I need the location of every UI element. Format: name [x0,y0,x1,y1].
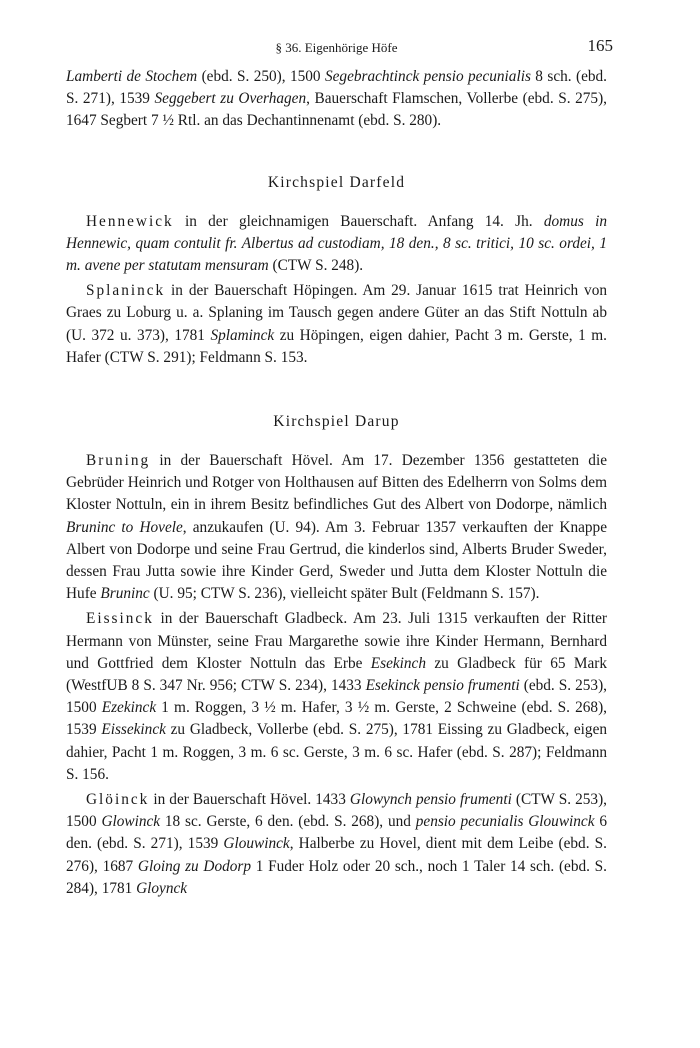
continued-paragraph [66,66,607,133]
plain-text: (CTW S. 248). [268,257,364,275]
plain-text: in der Bauerschaft Hövel. 1433 [149,791,350,809]
italic-citation: Glowinck [101,813,161,831]
italic-citation: Glowynch pensio frumenti [349,791,512,809]
italic-citation: pensio pecunialis Glouwinck [415,813,595,831]
italic-citation: Gloynck [136,879,188,897]
entry-name: Eissinck [86,610,154,628]
plain-text: in der Bauerschaft Hövel. Am 17. Dezember 1356 gestatteten die Gebrüder Heinrich und Rotger von Holthausen auf Bitten des Edelherrn von Solms dem Kloster Nottuln, ein in ihrem Besitz befindliches Gut des Albert von Dodorpe, nämlich [66,452,607,514]
section-heading-darfeld: Kirchspiel Darfeld [267,173,406,191]
italic-citation: Esekinck pensio frumenti [365,677,520,695]
plain-text: (CTW S. 253), 1500 [66,791,607,831]
entry-gloinck [66,789,607,900]
plain-text: , Bauerschaft Flamschen, Vollerbe (ebd. S. 275), 1647 Segbert 7 ½ Rtl. an das Dechantinnenamt (ebd. S. 280). [66,90,608,130]
section-heading-darup: Kirchspiel Darup [273,413,400,431]
italic-citation: Gloing zu Dodorp [137,857,252,875]
plain-text: 8 sch. (ebd. S. 271), 1539 [66,68,607,108]
italic-citation: domus in Hennewic, quam contulit fr. Albertus ad custodiam, 18 den., 8 sc. tritici, 10 sc. ordei, 1 m. avene per statutam mensuram [66,212,608,275]
plain-text: (ebd. S. 250), 1500 [197,68,325,85]
entry-name: Bruning [86,452,151,470]
italic-citation: Seggebert zu Overhagen [154,90,307,108]
plain-text: zu Höpingen, eigen dahier, Pacht 3 m. Gerste, 1 m. Hafer (CTW S. 291); Feldmann S. 153. [66,326,607,366]
plain-text: zu Gladbeck, Vollerbe (ebd. S. 275), 1781 Eissing zu Gladbeck, eigen dahier, Pacht 1 m. Roggen, 3 m. 6 sc. Gerste, 3 m. 6 sc. Hafer (ebd. S. 287); Feldmann S. 156. [66,721,608,783]
running-head [66,36,613,60]
page-number: 165 [587,36,613,55]
entry-eissinck [66,608,607,786]
italic-citation: Splaminck [210,326,275,344]
plain-text: 18 sc. Gerste, 6 den. (ebd. S. 268), und [160,813,416,831]
italic-citation: Lamberti de Stochem [66,68,198,85]
entry-hennewick [66,211,607,278]
entry-bruning [66,450,607,605]
plain-text: 1 Fuder Holz oder 20 sch., noch 1 Taler 14 sch. (ebd. S. 284), 1781 [66,857,608,897]
plain-text: (ebd. S. 253), 1500 [66,677,607,717]
text-segment [160,813,594,830]
entry-name: Hennewick [86,212,174,230]
text-segment [197,68,531,85]
italic-citation: Bruninc [100,585,150,603]
plain-text: 6 den. (ebd. S. 271), 1539 [66,813,607,853]
plain-text: , Halberbe zu Hovel, dient mit dem Leibe (ebd. S. 276), 1687 [66,835,607,875]
book-page [66,36,613,900]
italic-citation: Segebrachtinck pensio pecunialis [324,68,531,85]
plain-text: in der Bauerschaft Gladbeck. Am 23. Juli 1315 verkauften der Ritter Hermann von Münster, seine Frau Margarethe sowie ihre Kinder Hermann, Bernhard und Gottfried dem Kloster Nottuln das Erbe [66,610,607,672]
italic-citation: Ezekinck [101,699,157,717]
italic-citation: Bruninc to Hovele [66,518,183,536]
text-segment [66,68,197,85]
plain-text: , anzukaufen (U. 94). Am 3. Februar 1357 verkauften der Knappe Albert von Dodorpe und seine Frau Gertrud, die kinderlos sind, Alberts Bruder Sweder, dessen Frau Jutta sowie ihre Kinder Gerd, Sweder und Jutta dem Kloster Nottuln die Hufe [66,518,607,603]
italic-citation: Esekinch [370,654,426,672]
entry-splaninck [66,280,607,369]
entry-name: Glöinck [86,791,150,809]
plain-text: in der gleichnamigen Bauerschaft. Anfang 14. Jh. [173,212,544,230]
plain-text: (U. 95; CTW S. 236), vielleicht später Bult (Feldmann S. 157). [149,585,540,603]
italic-citation: Glouwinck [223,835,290,853]
text-segment [150,585,540,602]
text-segment [269,257,363,274]
italic-citation: Eissekinck [101,721,166,739]
running-title: § 36. Eigenhörige Höfe [275,40,398,55]
plain-text: in der Bauerschaft Höpingen. Am 29. Januar 1615 trat Heinrich von Graes zu Loburg u. a. Splaning im Tausch gegen andere Güter an das Stift Nottuln ab (U. 372 u. 373), 1781 [66,282,607,344]
text-segment [149,791,512,808]
plain-text: 1 m. Roggen, 3 ½ m. Hafer, 3 ½ m. Gerste, 2 Schweine (ebd. S. 268), 1539 [66,699,608,739]
plain-text: zu Gladbeck für 65 Mark (WestfUB 8 S. 347 Nr. 956; CTW S. 234), 1433 [66,654,607,695]
entry-name: Splaninck [86,282,166,300]
